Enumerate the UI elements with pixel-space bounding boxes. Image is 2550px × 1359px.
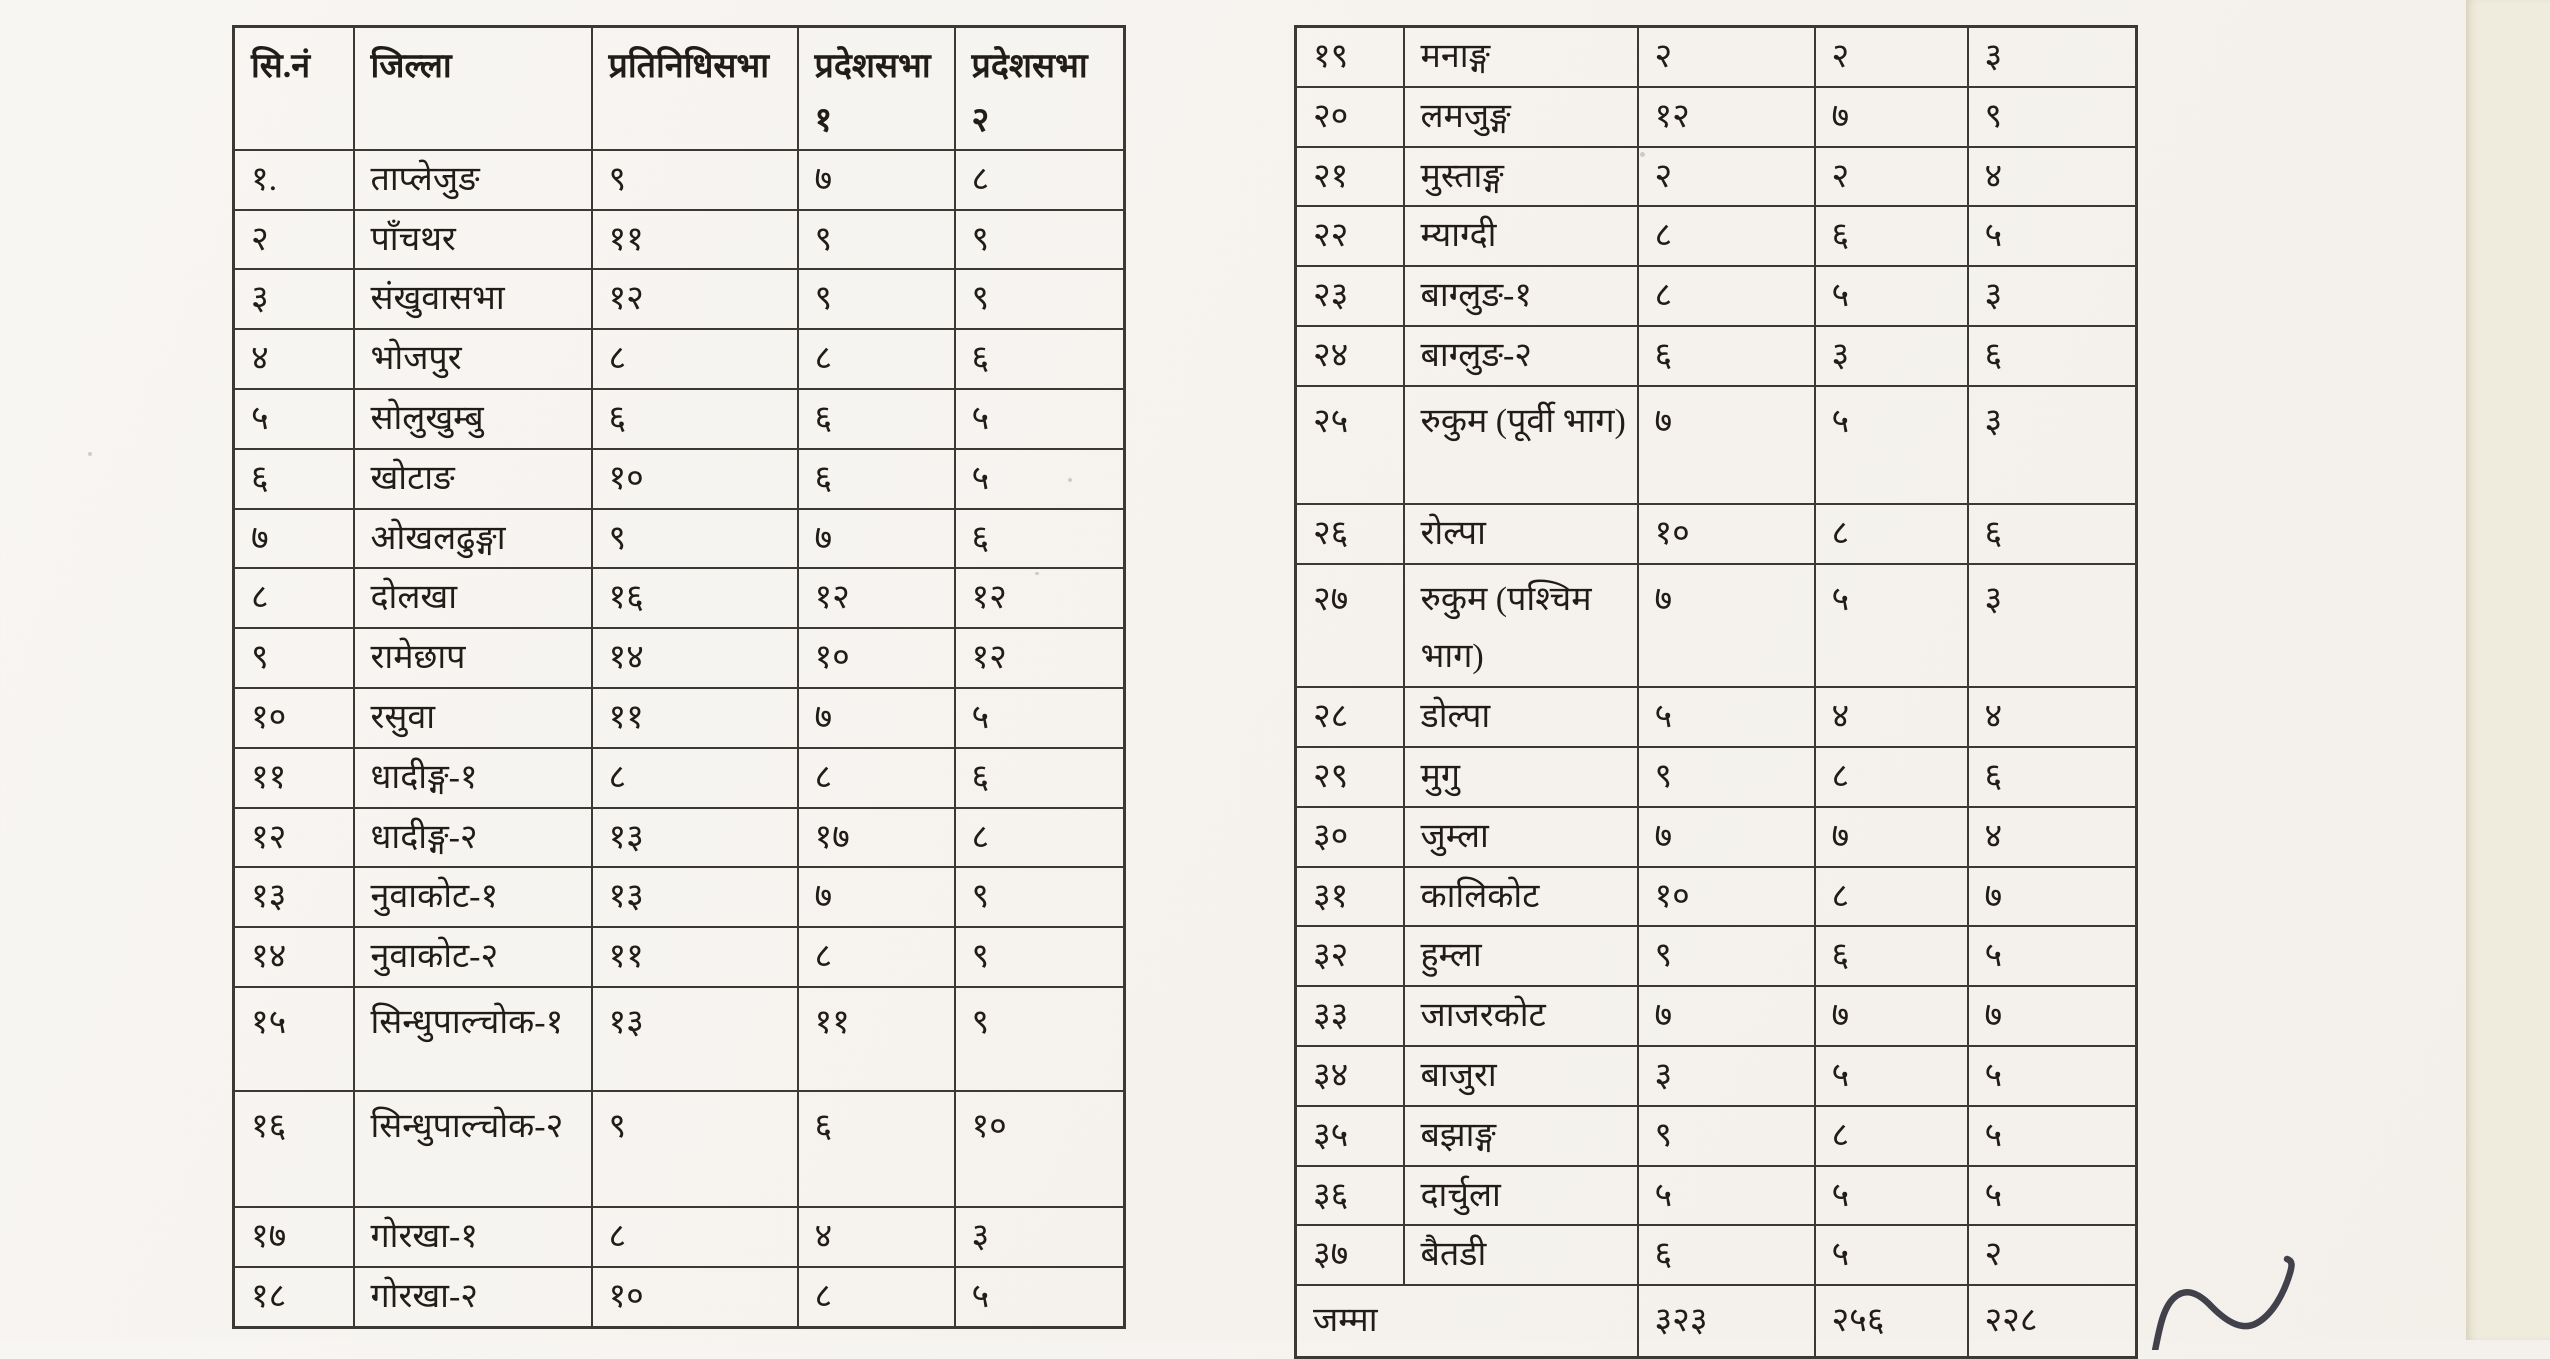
sn-cell: १६	[234, 1091, 354, 1207]
district-cell: मुगु	[1404, 747, 1638, 807]
hor-cell: ६	[1638, 1225, 1815, 1285]
table-row	[1296, 1046, 2137, 1106]
sn-cell: ३७	[1296, 1225, 1404, 1285]
hor-cell: ८	[1638, 266, 1815, 326]
sn-cell: १७	[234, 1207, 354, 1267]
pa2-cell: ७	[1968, 986, 2137, 1046]
sn-cell: ३०	[1296, 807, 1404, 867]
district-cell: रामेछाप	[354, 628, 592, 688]
hor-cell: २	[1638, 147, 1815, 207]
pa1-cell: ६	[798, 389, 955, 449]
district-cell: सोलुखुम्बु	[354, 389, 592, 449]
pa1-cell: ८	[798, 748, 955, 808]
pa1-cell: ६	[1815, 206, 1968, 266]
pa1-cell: ७	[798, 150, 955, 210]
sn-cell: २६	[1296, 504, 1404, 564]
district-cell: रुकुम (पूर्वी भाग)	[1404, 386, 1638, 504]
pa2-cell: ३	[1968, 564, 2137, 688]
sn-cell: ३४	[1296, 1046, 1404, 1106]
page-edge-strip	[2466, 0, 2550, 1340]
table-row	[234, 927, 1125, 987]
district-cell: धादीङ्ग-२	[354, 808, 592, 868]
sn-cell: ११	[234, 748, 354, 808]
pa2-cell: ४	[1968, 147, 2137, 207]
pa2-cell: ४	[1968, 807, 2137, 867]
pa2-cell: ७	[1968, 867, 2137, 927]
district-cell: गोरखा-१	[354, 1207, 592, 1267]
hor-cell: १३	[592, 867, 798, 927]
left-table	[232, 25, 1126, 1329]
pa2-cell: ८	[955, 150, 1125, 210]
hor-cell: ७	[1638, 986, 1815, 1046]
pa2-cell: ९	[955, 867, 1125, 927]
pa2-cell: ९	[955, 269, 1125, 329]
pa1-cell: ८	[1815, 504, 1968, 564]
pa1-cell: ४	[798, 1207, 955, 1267]
hor-cell: १२	[592, 269, 798, 329]
hor-cell: ८	[592, 1207, 798, 1267]
district-cell: रसुवा	[354, 688, 592, 748]
pa1-cell: ५	[1815, 564, 1968, 688]
hor-cell: ६	[592, 389, 798, 449]
pa1-cell: ८	[798, 1267, 955, 1327]
header-district: जिल्ला	[354, 27, 592, 150]
scan-speck	[88, 452, 92, 456]
sn-cell: २०	[1296, 87, 1404, 147]
hor-cell: १३	[592, 987, 798, 1091]
sn-cell: १.	[234, 150, 354, 210]
district-cell: खोटाङ	[354, 449, 592, 509]
header-pa2-line1: प्रदेशसभा	[971, 48, 1088, 85]
table-row	[1296, 926, 2137, 986]
table-row	[1296, 504, 2137, 564]
table-row	[1296, 386, 2137, 504]
hor-cell: १२	[1638, 87, 1815, 147]
table-row	[1296, 564, 2137, 688]
pa2-cell: ५	[955, 449, 1125, 509]
table-row	[234, 509, 1125, 569]
right-table	[1294, 25, 2138, 1359]
pa2-cell: १२	[955, 568, 1125, 628]
pa2-cell: ५	[955, 389, 1125, 449]
district-cell: कालिकोट	[1404, 867, 1638, 927]
district-cell: सिन्धुपाल्चोक-१	[354, 987, 592, 1091]
header-house-of-representatives: प्रतिनिधिसभा	[592, 27, 798, 150]
pa2-cell: ६	[955, 748, 1125, 808]
hor-cell: ९	[592, 150, 798, 210]
sn-cell: १८	[234, 1267, 354, 1327]
pa1-cell: ७	[798, 688, 955, 748]
pa1-cell: १०	[798, 628, 955, 688]
district-cell: जुम्ला	[1404, 807, 1638, 867]
pa2-cell: १०	[955, 1091, 1125, 1207]
header-pa1-line2: १	[814, 102, 833, 140]
table-row	[234, 867, 1125, 927]
hor-cell: १०	[592, 449, 798, 509]
pa2-cell: ३	[1968, 266, 2137, 326]
pa2-cell: ९	[955, 987, 1125, 1091]
table-row	[1296, 867, 2137, 927]
sn-cell: १४	[234, 927, 354, 987]
pa1-cell: ४	[1815, 687, 1968, 747]
sn-cell: ३६	[1296, 1166, 1404, 1226]
sn-cell: १९	[1296, 27, 1404, 87]
pa1-cell: ८	[1815, 747, 1968, 807]
district-cell: बैतडी	[1404, 1225, 1638, 1285]
sn-cell: २९	[1296, 747, 1404, 807]
sn-cell: १२	[234, 808, 354, 868]
sn-cell: १०	[234, 688, 354, 748]
table-row	[1296, 1106, 2137, 1166]
pa2-cell: ६	[955, 509, 1125, 569]
sn-cell: २७	[1296, 564, 1404, 688]
district-cell: हुम्ला	[1404, 926, 1638, 986]
hor-cell: ९	[1638, 1106, 1815, 1166]
pa2-cell: ५	[955, 1267, 1125, 1327]
table-row	[234, 748, 1125, 808]
hor-cell: ८	[592, 748, 798, 808]
district-cell: बाग्लुङ-१	[1404, 266, 1638, 326]
pa1-cell: ६	[1815, 926, 1968, 986]
sn-cell: ३५	[1296, 1106, 1404, 1166]
district-cell: भोजपुर	[354, 329, 592, 389]
pa1-cell: ८	[798, 329, 955, 389]
pa2-cell: ८	[955, 808, 1125, 868]
pa2-cell: २	[1968, 1225, 2137, 1285]
table-row	[1296, 687, 2137, 747]
table-row	[1296, 1225, 2137, 1285]
district-cell: दोलखा	[354, 568, 592, 628]
hor-cell: १०	[1638, 504, 1815, 564]
sn-cell: ७	[234, 509, 354, 569]
district-cell: नुवाकोट-१	[354, 867, 592, 927]
pa1-cell: २	[1815, 27, 1968, 87]
pa1-cell: ८	[798, 927, 955, 987]
pa1-cell: ७	[1815, 986, 1968, 1046]
district-cell: गोरखा-२	[354, 1267, 592, 1327]
hor-cell: २	[1638, 27, 1815, 87]
pa1-cell: ५	[1815, 1046, 1968, 1106]
hor-cell: ५	[1638, 1166, 1815, 1226]
total-hor-cell: ३२३	[1638, 1285, 1815, 1357]
district-cell: बाजुरा	[1404, 1046, 1638, 1106]
pa1-cell: २	[1815, 147, 1968, 207]
pa2-cell: ५	[1968, 1106, 2137, 1166]
total-label-cell: जम्मा	[1296, 1285, 1638, 1357]
pa1-cell: ७	[798, 509, 955, 569]
table-row	[1296, 27, 2137, 87]
pa2-cell: ९	[955, 927, 1125, 987]
district-cell: म्याग्दी	[1404, 206, 1638, 266]
pa2-cell: ३	[1968, 27, 2137, 87]
district-cell: दार्चुला	[1404, 1166, 1638, 1226]
hor-cell: ११	[592, 210, 798, 270]
table-row	[234, 628, 1125, 688]
district-cell: संखुवासभा	[354, 269, 592, 329]
header-pa2-line2: २	[971, 102, 990, 140]
table-row	[1296, 206, 2137, 266]
hor-cell: ११	[592, 688, 798, 748]
table-row	[234, 150, 1125, 210]
hor-cell: १६	[592, 568, 798, 628]
sn-cell: २३	[1296, 266, 1404, 326]
sn-cell: २२	[1296, 206, 1404, 266]
total-row	[1296, 1285, 2137, 1357]
sn-cell: २८	[1296, 687, 1404, 747]
table-row	[234, 808, 1125, 868]
scan-speck	[1640, 152, 1645, 157]
table-row	[234, 1091, 1125, 1207]
district-cell: धादीङ्ग-१	[354, 748, 592, 808]
pa1-cell: ८	[1815, 1106, 1968, 1166]
district-cell: मुस्ताङ्ग	[1404, 147, 1638, 207]
pa1-cell: ५	[1815, 1166, 1968, 1226]
scan-speck	[1035, 572, 1039, 575]
district-cell: रुकुम (पश्चिम भाग)	[1404, 564, 1638, 688]
table-row	[1296, 747, 2137, 807]
table-row	[1296, 147, 2137, 207]
hor-cell: ५	[1638, 687, 1815, 747]
table-row	[234, 688, 1125, 748]
header-provincial-assembly-1	[798, 27, 955, 150]
district-cell: नुवाकोट-२	[354, 927, 592, 987]
district-cell: मनाङ्ग	[1404, 27, 1638, 87]
table-row	[1296, 326, 2137, 386]
pa2-cell: १२	[955, 628, 1125, 688]
hor-cell: ९	[1638, 926, 1815, 986]
pa1-cell: १२	[798, 568, 955, 628]
pa1-cell: ५	[1815, 1225, 1968, 1285]
table-row	[234, 269, 1125, 329]
hor-cell: १०	[592, 1267, 798, 1327]
district-cell: सिन्धुपाल्चोक-२	[354, 1091, 592, 1207]
table-row	[234, 329, 1125, 389]
hor-cell: ३	[1638, 1046, 1815, 1106]
pa1-cell: ९	[798, 210, 955, 270]
sn-cell: २५	[1296, 386, 1404, 504]
hor-cell: ९	[592, 509, 798, 569]
pa1-cell: ६	[798, 449, 955, 509]
hor-cell: १४	[592, 628, 798, 688]
sn-cell: २४	[1296, 326, 1404, 386]
table-row	[234, 987, 1125, 1091]
total-pa1-cell: २५६	[1815, 1285, 1968, 1357]
header-row	[234, 27, 1125, 150]
hor-cell: १०	[1638, 867, 1815, 927]
sn-cell: ३३	[1296, 986, 1404, 1046]
pa1-cell: ६	[798, 1091, 955, 1207]
district-cell: ओखलढुङ्गा	[354, 509, 592, 569]
pa2-cell: ९	[1968, 87, 2137, 147]
header-serial-number: सि.नं	[234, 27, 354, 150]
district-cell: बाग्लुङ-२	[1404, 326, 1638, 386]
hor-cell: ७	[1638, 386, 1815, 504]
district-cell: डोल्पा	[1404, 687, 1638, 747]
pa2-cell: ९	[955, 210, 1125, 270]
sn-cell: ८	[234, 568, 354, 628]
sn-cell: १५	[234, 987, 354, 1091]
sn-cell: ९	[234, 628, 354, 688]
hor-cell: ८	[592, 329, 798, 389]
hor-cell: ९	[1638, 747, 1815, 807]
pa2-cell: ५	[1968, 206, 2137, 266]
district-cell: पाँचथर	[354, 210, 592, 270]
pa2-cell: ३	[955, 1207, 1125, 1267]
table-row	[234, 210, 1125, 270]
table-row	[234, 1207, 1125, 1267]
pen-mark	[2130, 1230, 2320, 1350]
table-row	[1296, 986, 2137, 1046]
total-pa2-cell: २२८	[1968, 1285, 2137, 1357]
hor-cell: ११	[592, 927, 798, 987]
sn-cell: ३२	[1296, 926, 1404, 986]
pa1-cell: ७	[1815, 807, 1968, 867]
district-cell: ताप्लेजुङ	[354, 150, 592, 210]
table-row	[1296, 87, 2137, 147]
sn-cell: ४	[234, 329, 354, 389]
pa2-cell: ६	[1968, 504, 2137, 564]
pa1-cell: ८	[1815, 867, 1968, 927]
pa2-cell: ५	[1968, 926, 2137, 986]
scan-speck	[1068, 478, 1072, 482]
hor-cell: ८	[1638, 206, 1815, 266]
hor-cell: ७	[1638, 564, 1815, 688]
pa1-cell: ५	[1815, 266, 1968, 326]
pa1-cell: ७	[798, 867, 955, 927]
sn-cell: ३	[234, 269, 354, 329]
pa2-cell: ४	[1968, 687, 2137, 747]
sn-cell: १३	[234, 867, 354, 927]
pa2-cell: ५	[1968, 1166, 2137, 1226]
pa1-cell: ३	[1815, 326, 1968, 386]
table-row	[1296, 1166, 2137, 1226]
hor-cell: ९	[592, 1091, 798, 1207]
sn-cell: ५	[234, 389, 354, 449]
pa1-cell: ५	[1815, 386, 1968, 504]
pa2-cell: ६	[955, 329, 1125, 389]
pa2-cell: ५	[1968, 1046, 2137, 1106]
table-row	[1296, 807, 2137, 867]
pa1-cell: ७	[1815, 87, 1968, 147]
sn-cell: २१	[1296, 147, 1404, 207]
pa2-cell: ३	[1968, 386, 2137, 504]
header-provincial-assembly-2	[955, 27, 1125, 150]
district-cell: लमजुङ्ग	[1404, 87, 1638, 147]
pa1-cell: ११	[798, 987, 955, 1091]
scan-speck	[433, 302, 438, 306]
sn-cell: ३१	[1296, 867, 1404, 927]
sn-cell: २	[234, 210, 354, 270]
pa1-cell: १७	[798, 808, 955, 868]
table-row	[234, 568, 1125, 628]
pa2-cell: ६	[1968, 326, 2137, 386]
pa1-cell: ९	[798, 269, 955, 329]
district-cell: बझाङ्ग	[1404, 1106, 1638, 1166]
district-cell: रोल्पा	[1404, 504, 1638, 564]
hor-cell: १३	[592, 808, 798, 868]
pa2-cell: ६	[1968, 747, 2137, 807]
left-table-header	[234, 27, 1125, 150]
table-row	[234, 1267, 1125, 1327]
table-row	[234, 389, 1125, 449]
hor-cell: ६	[1638, 326, 1815, 386]
header-pa1-line1: प्रदेशसभा	[814, 48, 931, 85]
table-row	[1296, 266, 2137, 326]
table-row	[234, 449, 1125, 509]
district-cell: जाजरकोट	[1404, 986, 1638, 1046]
pa2-cell: ५	[955, 688, 1125, 748]
sn-cell: ६	[234, 449, 354, 509]
hor-cell: ७	[1638, 807, 1815, 867]
